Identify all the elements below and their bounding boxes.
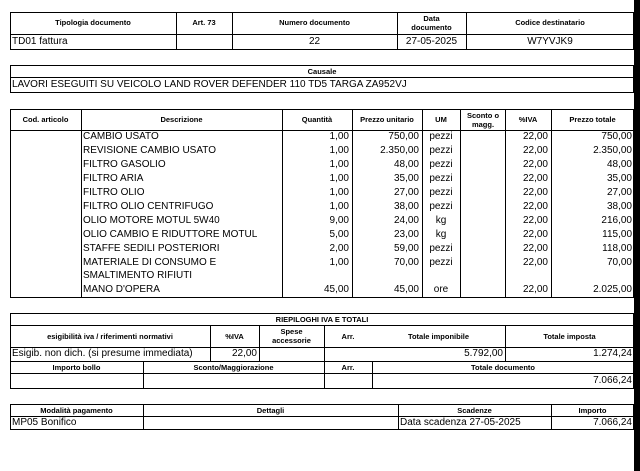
header-modalita-pagamento: Modalità pagamento	[40, 406, 113, 415]
item-description: FILTRO OLIO	[83, 187, 145, 198]
item-quantity: 9,00	[329, 215, 349, 226]
item-vat: 22,00	[522, 229, 548, 240]
totale-documento-value: 7.066,24	[593, 375, 632, 386]
causale-header: Causale	[307, 67, 337, 76]
item-total: 48,00	[606, 159, 632, 170]
item-vat: 22,00	[522, 243, 548, 254]
item-unit-price: 27,00	[393, 187, 419, 198]
header-importo: Importo	[578, 406, 607, 415]
item-total: 70,00	[606, 257, 632, 268]
item-quantity: 1,00	[329, 173, 349, 184]
item-quantity: 1,00	[329, 159, 349, 170]
header-iva: %IVA	[518, 115, 538, 124]
item-quantity: 1,00	[329, 131, 349, 142]
header-descrizione: Descrizione	[160, 115, 203, 124]
item-description: OLIO MOTORE MOTUL 5W40	[83, 215, 220, 226]
header-totale-documento: Totale documento	[470, 363, 536, 372]
scan-edge	[634, 0, 640, 471]
item-total: 750,00	[601, 131, 632, 142]
codice-value: W7YVJK9	[527, 36, 573, 47]
item-total: 27,00	[606, 187, 632, 198]
item-total: 35,00	[606, 173, 632, 184]
item-unit-price: 24,00	[393, 215, 419, 226]
item-total: 118,00	[602, 243, 632, 254]
item-total: 115,00	[602, 229, 632, 240]
item-unit: pezzi	[429, 201, 453, 212]
header-totale-imponibile: Totale imponibile	[407, 332, 470, 341]
data-value: 27-05-2025	[405, 36, 458, 47]
item-total: 2.025,00	[593, 284, 632, 295]
header-tipologia: Tipologia documento	[55, 18, 131, 27]
header-esigibilita: esigibilità iva / riferimenti normativi	[47, 332, 173, 341]
item-unit-price: 48,00	[393, 159, 419, 170]
esigibilita-value: Esigib. non dich. (si presume immediata)	[12, 348, 193, 359]
item-total: 216,00	[601, 215, 632, 226]
item-description: OLIO CAMBIO E RIDUTTORE MOTUL	[83, 229, 258, 240]
divider	[460, 109, 461, 298]
item-unit: pezzi	[429, 131, 453, 142]
header-quantita: Quantità	[301, 115, 333, 124]
item-vat: 22,00	[522, 173, 548, 184]
scadenze-value: Data scadenza 27-05-2025	[400, 417, 521, 428]
item-quantity: 5,00	[329, 229, 349, 240]
header-arrotondamento-2: Arr.	[341, 363, 355, 372]
item-unit: pezzi	[429, 159, 453, 170]
importo-value: 7.066,24	[593, 417, 632, 428]
divider	[324, 325, 325, 361]
item-unit: pezzi	[429, 187, 453, 198]
header-sconto-maggiorazione: Sconto/Maggiorazione	[193, 363, 274, 372]
header-prezzo-unitario: Prezzo unitario	[360, 115, 414, 124]
item-unit-price: 45,00	[393, 284, 419, 295]
header-art73: Art. 73	[192, 18, 216, 27]
item-quantity: 1,00	[329, 201, 349, 212]
header-numero: Numero documento	[279, 18, 350, 27]
header-importo-bollo: Importo bollo	[52, 363, 101, 372]
item-description: REVISIONE CAMBIO USATO	[83, 145, 216, 156]
header-totale-imposta: Totale imposta	[543, 332, 596, 341]
item-unit-price: 59,00	[393, 243, 419, 254]
item-unit: pezzi	[429, 243, 453, 254]
totale-imposta-value: 1.274,24	[593, 348, 632, 359]
item-quantity: 45,00	[323, 284, 349, 295]
header-data: Data documento	[411, 14, 452, 32]
item-description: CAMBIO USATO	[83, 131, 159, 142]
item-unit: kg	[435, 215, 447, 226]
divider	[10, 77, 634, 78]
item-unit-price: 750,00	[388, 131, 419, 142]
header-prezzo-totale: Prezzo totale	[569, 115, 616, 124]
item-description: MATERIALE DI CONSUMO E	[83, 257, 217, 268]
item-unit-price: 38,00	[393, 201, 419, 212]
item-quantity: 1,00	[329, 187, 349, 198]
header-dettagli: Dettagli	[256, 406, 285, 415]
divider	[10, 34, 634, 35]
riepilogo-title: RIEPILOGHI IVA E TOTALI	[275, 315, 369, 324]
divider	[81, 109, 82, 298]
item-unit: ore	[433, 284, 449, 295]
item-description-line2: SMALTIMENTO RIFIUTI	[83, 270, 193, 281]
item-unit-price: 35,00	[393, 173, 419, 184]
item-description: FILTRO GASOLIO	[83, 159, 166, 170]
item-unit-price: 2.350,00	[380, 145, 419, 156]
tipologia-value: TD01 fattura	[12, 36, 68, 47]
item-description: MANO D'OPERA	[83, 284, 160, 295]
item-total: 2.350,00	[593, 145, 632, 156]
item-unit-price: 70,00	[393, 257, 419, 268]
totale-imponibile-value: 5.792,00	[464, 348, 503, 359]
item-quantity: 2,00	[329, 243, 349, 254]
item-unit: kg	[435, 229, 447, 240]
divider	[259, 325, 260, 361]
header-riepilogo-iva: %IVA	[225, 332, 244, 341]
modalita-pagamento-value: MP05 Bonifico	[12, 417, 77, 428]
header-um: UM	[435, 115, 447, 124]
item-unit: pezzi	[429, 145, 453, 156]
header-arrotondamento: Arr.	[341, 332, 355, 341]
item-vat: 22,00	[522, 257, 548, 268]
item-quantity: 1,00	[329, 145, 349, 156]
divider	[10, 325, 634, 326]
header-sconto: Sconto o magg.	[466, 111, 500, 129]
item-vat: 22,00	[522, 201, 548, 212]
header-spese-accessorie: Spese accessorie	[272, 327, 311, 345]
item-vat: 22,00	[522, 131, 548, 142]
riepilogo-iva-value: 22,00	[231, 348, 257, 359]
item-description: STAFFE SEDILI POSTERIORI	[83, 243, 220, 254]
header-scadenze: Scadenze	[457, 406, 492, 415]
divider	[10, 361, 634, 362]
divider	[10, 416, 634, 417]
item-total: 38,00	[606, 201, 632, 212]
item-quantity: 1,00	[329, 257, 349, 268]
item-unit: pezzi	[429, 173, 453, 184]
causale-text: LAVORI ESEGUITI SU VEICOLO LAND ROVER DEFENDER 110 TD5 TARGA ZA952VJ	[12, 79, 407, 90]
item-description: FILTRO OLIO CENTRIFUGO	[83, 201, 214, 212]
item-vat: 22,00	[522, 159, 548, 170]
item-vat: 22,00	[522, 215, 548, 226]
item-vat: 22,00	[522, 187, 548, 198]
item-vat: 22,00	[522, 284, 548, 295]
header-cod-articolo: Cod. articolo	[22, 115, 69, 124]
item-unit: pezzi	[429, 257, 453, 268]
divider	[10, 373, 634, 374]
header-codice: Codice destinatario	[515, 18, 585, 27]
item-description: FILTRO ARIA	[83, 173, 144, 184]
numero-value: 22	[308, 36, 321, 47]
item-unit-price: 23,00	[393, 229, 419, 240]
item-vat: 22,00	[522, 145, 548, 156]
